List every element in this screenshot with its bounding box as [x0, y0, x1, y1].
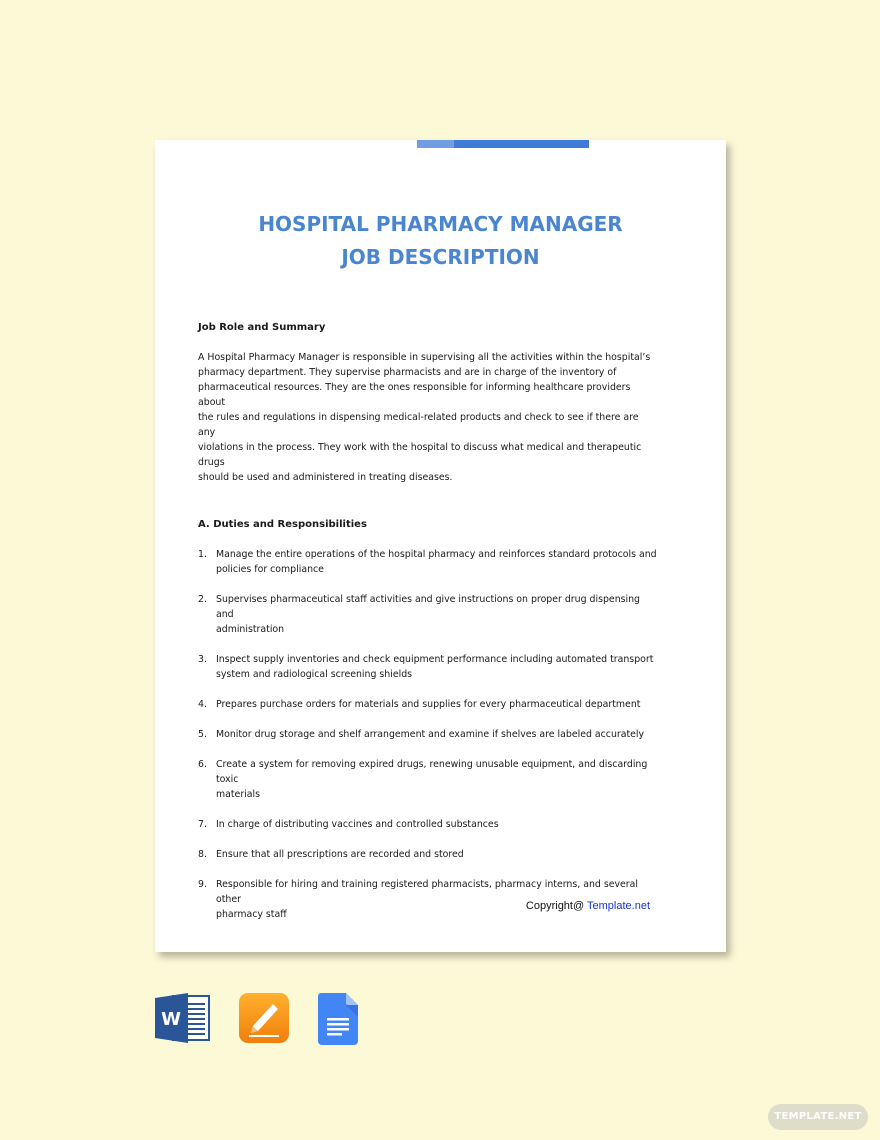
google-docs-icon[interactable] [318, 993, 358, 1045]
duty-item [198, 697, 658, 712]
duty-item [198, 757, 658, 802]
duty-item [198, 847, 658, 862]
duty-item [198, 727, 658, 742]
summary-paragraph [198, 350, 658, 485]
duty-text-line: system and radiological screening shields [216, 669, 413, 680]
duty-text-line: Supervises pharmaceutical staff activities and give instructions on proper drug dispensing and [216, 594, 641, 620]
summary-line: the rules and regulations in dispensing medical-related products and check to see if there are any [198, 412, 639, 438]
duty-text-line: In charge of distributing vaccines and controlled substances [216, 819, 499, 830]
duty-text-line: Manage the entire operations of the hospital pharmacy and reinforces standard protocols and [216, 549, 657, 560]
duty-item [198, 817, 658, 832]
duty-number: 1. [198, 549, 207, 560]
title-line-2: JOB DESCRIPTION [341, 245, 540, 269]
duty-item [198, 547, 658, 577]
duty-text-line: Prepares purchase orders for materials and supplies for every pharmaceutical department [216, 699, 641, 710]
copyright-link[interactable]: Template.net [587, 900, 650, 912]
duty-number: 6. [198, 759, 207, 770]
duty-text-line: policies for compliance [216, 564, 324, 575]
header-accent-bar-light [417, 140, 454, 148]
duty-text-line: Responsible for hiring and training registered pharmacists, pharmacy interns, and several other [216, 879, 638, 905]
duty-number: 5. [198, 729, 207, 740]
duty-number: 7. [198, 819, 207, 830]
summary-heading: Job Role and Summary [198, 322, 326, 333]
duty-text-line: Monitor drug storage and shelf arrangement and examine if shelves are labeled accurately [216, 729, 645, 740]
template-net-watermark: TEMPLATE.NET [768, 1104, 868, 1130]
pages-icon[interactable] [239, 993, 289, 1043]
document-body [198, 320, 658, 937]
duty-item [198, 592, 658, 637]
duty-number: 3. [198, 654, 207, 665]
duty-number: 9. [198, 879, 207, 890]
duty-number: 8. [198, 849, 207, 860]
duty-text-line: pharmacy staff [216, 909, 287, 920]
summary-line: should be used and administered in treating diseases. [198, 472, 453, 483]
word-icon-letter: W [161, 1009, 181, 1030]
summary-line: A Hospital Pharmacy Manager is responsible in supervising all the activities within the hospital’s [198, 352, 651, 363]
copyright-label: Copyright@ [525, 900, 585, 912]
copyright-notice [526, 900, 650, 912]
document-page [155, 140, 726, 952]
title-line-1: HOSPITAL PHARMACY MANAGER [258, 212, 623, 236]
document-title [155, 208, 726, 274]
duty-item [198, 652, 658, 682]
duty-text-line: Inspect supply inventories and check equipment performance including automated transport [216, 654, 654, 665]
duty-text-line: materials [216, 789, 261, 800]
duties-list [198, 547, 658, 922]
header-accent-bar [454, 140, 589, 148]
duty-text-line: Create a system for removing expired drugs, renewing unusable equipment, and discarding toxic [216, 759, 648, 785]
duty-text-line: administration [216, 624, 285, 635]
duties-heading: A. Duties and Responsibilities [198, 519, 367, 530]
duty-text-line: Ensure that all prescriptions are recorded and stored [216, 849, 464, 860]
duty-number: 2. [198, 594, 207, 605]
summary-line: pharmaceutical resources. They are the ones responsible for informing healthcare providers about [198, 382, 631, 408]
summary-line: pharmacy department. They supervise pharmacists and are in charge of the inventory of [198, 367, 617, 378]
duty-number: 4. [198, 699, 207, 710]
word-icon[interactable] [155, 993, 211, 1043]
summary-line: violations in the process. They work with the hospital to discuss what medical and therapeutic drugs [198, 442, 642, 468]
